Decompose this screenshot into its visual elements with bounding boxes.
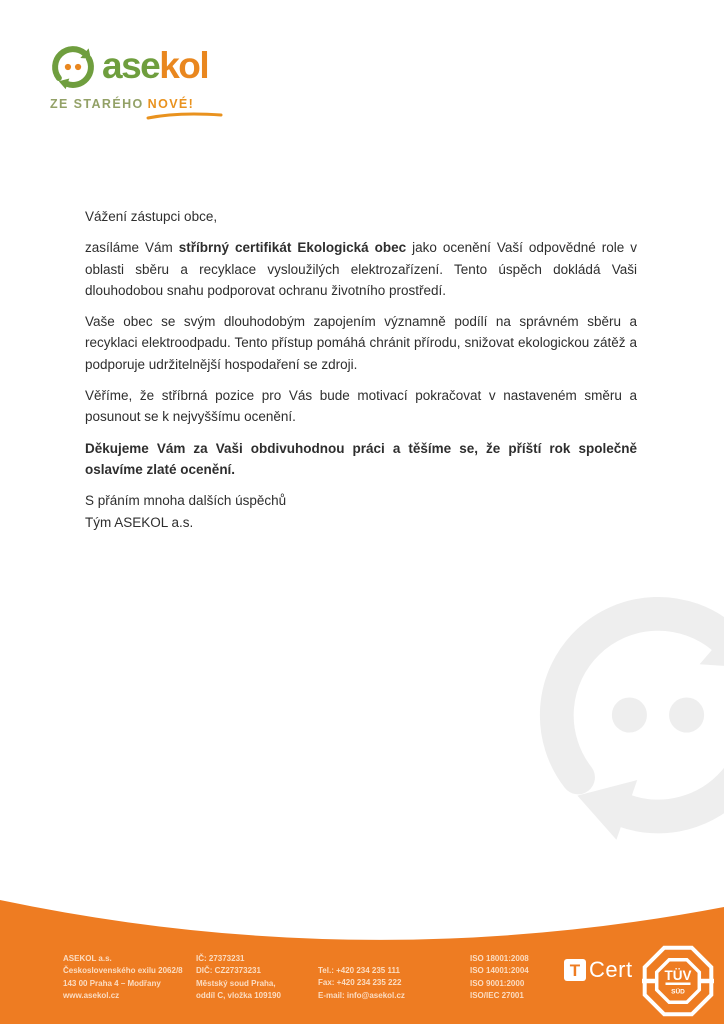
- wordmark-ase: ase: [102, 44, 160, 86]
- paragraph-certificate-pre: zasíláme Vám: [85, 240, 179, 256]
- footer-company-name: ASEKOL a.s.: [63, 954, 112, 963]
- footer: [0, 900, 724, 1024]
- footer-registry-info: [196, 953, 281, 1003]
- footer-email: E-mail: info@asekol.cz: [318, 990, 405, 1000]
- tuv-sud-badge-icon: [638, 941, 718, 1021]
- tagline-underline-swoosh: [146, 111, 224, 120]
- tcert-t-square: T: [564, 959, 586, 981]
- paragraph-certificate-post: jako ocenění Vaší odpovědné role v oblasti sběru a recyklace vysloužilých elektrozařízení. Tento úspěch dokládá Vaši dlouhodobou snahu podporovat ochranu životního prostředí.: [85, 240, 637, 298]
- footer-iso-18001: ISO 18001:2008: [470, 954, 529, 963]
- closing-block: [85, 490, 637, 533]
- tcert-label: Cert: [589, 957, 633, 982]
- footer-company-city: 143 00 Praha 4 – Modřany: [63, 978, 161, 988]
- asekol-recycle-icon: [50, 44, 96, 90]
- tagline-new: NOVÉ!: [147, 97, 195, 111]
- tuv-sub-label: SÜD: [671, 988, 685, 996]
- footer-company-street: Československého exilu 2062/8: [63, 966, 183, 976]
- footer-phone: Tel.: +420 234 235 111: [318, 966, 400, 975]
- footer-ic: IČ: 27373231: [196, 954, 245, 963]
- letter-body: [85, 206, 637, 543]
- footer-iso-9001: ISO 9001:2000: [470, 978, 525, 988]
- brand-tagline: [50, 97, 208, 111]
- tagline-old: ZE STARÉHO: [50, 97, 144, 111]
- brand-header: [50, 44, 208, 111]
- closing-signature: Tým ASEKOL a.s.: [85, 514, 194, 530]
- paragraph-certificate: [85, 237, 637, 301]
- footer-dic: DIČ: CZ27373231: [196, 966, 261, 976]
- asekol-watermark-recycle-icon: [528, 585, 724, 845]
- tuv-main-label: TÜV: [664, 968, 692, 983]
- footer-contact-info: [318, 965, 405, 1002]
- footer-iso-certifications: [470, 953, 529, 1003]
- wordmark-kol: kol: [159, 44, 209, 86]
- tcert-badge-icon: [564, 957, 633, 983]
- footer-registry-section: oddíl C, vložka 109190: [196, 991, 281, 1001]
- footer-fax: Fax: +420 234 235 222: [318, 978, 402, 988]
- brand-wordmark: [102, 44, 209, 88]
- footer-court: Městský soud Praha,: [196, 978, 276, 988]
- paragraph-thanks: Děkujeme Vám za Vaši obdivuhodnou práci a těšíme se, že příští rok společně oslavíme zlaté ocenění.: [85, 440, 637, 477]
- footer-company-address: [63, 953, 183, 1003]
- paragraph-community: Vaše obec se svým dlouhodobým zapojením významně podílí na správném sběru a recyklaci elektroodpadu. Tento přístup pomáhá chránit přírodu, snižovat ekologickou zátěž a podporuje udržitelnější hospodaření se zdroji.: [85, 314, 637, 372]
- paragraph-motivation: Věříme, že stříbrná pozice pro Vás bude motivací pokračovat v nastaveném směru a posunout se k nejvyššímu ocenění.: [85, 388, 637, 425]
- footer-iso-14001: ISO 14001:2004: [470, 966, 529, 976]
- paragraph-certificate-bold: stříbrný certifikát Ekologická obec: [178, 240, 407, 256]
- salutation: Vážení zástupci obce,: [85, 209, 218, 224]
- footer-iso-iec-27001: ISO/IEC 27001: [470, 991, 524, 1001]
- closing-wish: S přáním mnoha dalších úspěchů: [85, 493, 287, 509]
- footer-company-website: www.asekol.cz: [63, 991, 120, 1001]
